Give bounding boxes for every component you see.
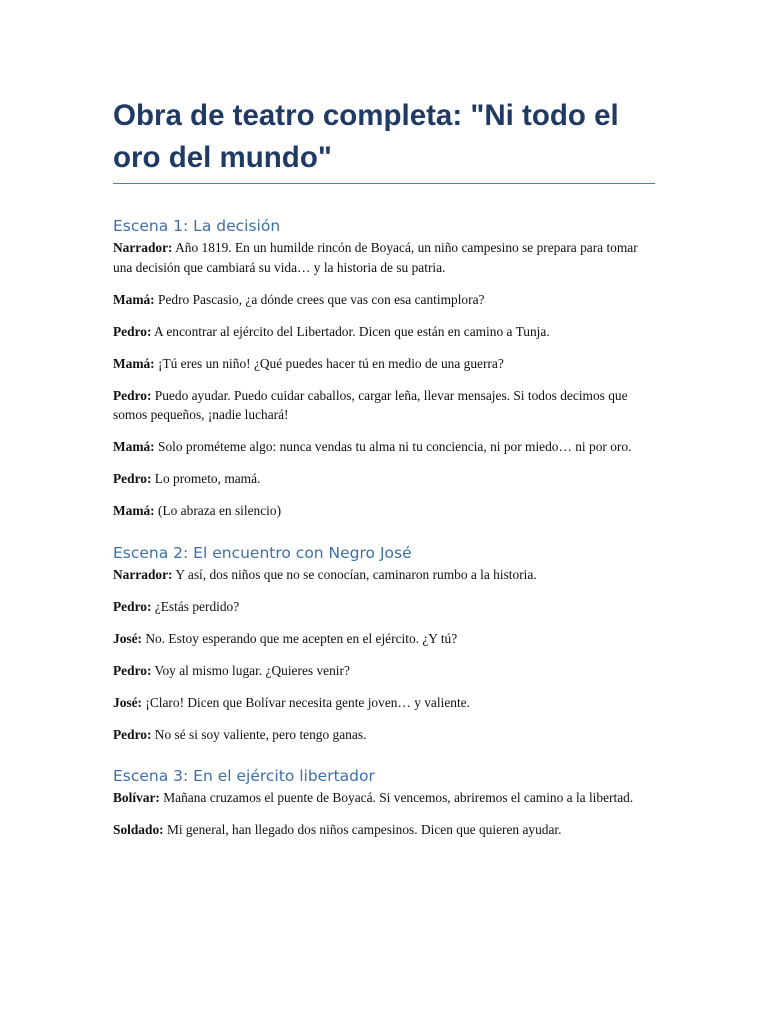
dialogue-line xyxy=(113,290,648,310)
speaker-name: Pedro: xyxy=(113,387,152,403)
dialogue-text: A encontrar al ejército del Libertador. Dicen que están en camino a Tunja. xyxy=(151,323,550,339)
scene-heading: Escena 1: La decisión xyxy=(113,217,281,235)
dialogue-text: Año 1819. En un humilde rincón de Boyacá, un niño campesino se prepara para tomar una decisión que cambiará su vida… y la historia de su patria. xyxy=(113,240,638,275)
dialogue-line xyxy=(113,501,648,521)
speaker-name: Mamá: xyxy=(113,503,155,518)
dialogue-line xyxy=(113,693,648,713)
dialogue-text: No sé si soy valiente, pero tengo ganas. xyxy=(151,726,367,742)
scene-heading: Escena 2: El encuentro con Negro José xyxy=(113,543,412,562)
speaker-name: Pedro: xyxy=(113,726,152,742)
dialogue-line xyxy=(113,788,648,808)
dialogue-line xyxy=(113,565,648,585)
dialogue-line xyxy=(113,469,648,489)
dialogue-text: ¿Estás perdido? xyxy=(151,598,240,614)
dialogue-text: Mañana cruzamos el puente de Boyacá. Si vencemos, abriremos el camino a la libertad. xyxy=(159,790,634,805)
dialogue-text: Lo prometo, mamá. xyxy=(151,471,261,486)
dialogue-text: ¡Tú eres un niño! ¿Qué puedes hacer tú en medio de una guerra? xyxy=(154,355,504,371)
dialogue-line xyxy=(113,322,648,342)
dialogue-text: Pedro Pascasio, ¿a dónde crees que vas con esa cantimplora? xyxy=(154,291,485,307)
speaker-name: Soldado: xyxy=(113,822,164,837)
speaker-name: Mamá: xyxy=(113,355,155,371)
speaker-name: Pedro: xyxy=(113,471,152,486)
dialogue-line xyxy=(113,597,648,617)
dialogue-text: Solo prométeme algo: nunca vendas tu alma ni tu conciencia, ni por miedo… ni por oro. xyxy=(154,439,632,454)
dialogue-text: Puedo ayudar. Puedo cuidar caballos, cargar leña, llevar mensajes. Si todos decimos que somos pequeños, ¡nadie luchará! xyxy=(113,387,628,422)
dialogue-text: No. Estoy esperando que me acepten en el ejército. ¿Y tú? xyxy=(142,630,458,646)
dialogue-line xyxy=(113,725,648,745)
speaker-name: Pedro: xyxy=(113,662,152,678)
document-title: Obra de teatro completa: "Ni todo el oro del mundo" xyxy=(113,95,655,184)
speaker-name: José: xyxy=(113,630,143,646)
speaker-name: Narrador: xyxy=(113,240,173,255)
scene-1 xyxy=(113,216,655,521)
speaker-name: Pedro: xyxy=(113,598,152,614)
speaker-name: Pedro: xyxy=(113,323,152,339)
speaker-name: Narrador: xyxy=(113,566,173,582)
speaker-name: José: xyxy=(113,694,143,710)
dialogue-text: Y así, dos niños que no se conocían, caminaron rumbo a la historia. xyxy=(172,566,537,582)
scene-2 xyxy=(113,543,655,745)
dialogue-line xyxy=(113,437,648,457)
dialogue-line xyxy=(113,820,648,840)
dialogue-text: ¡Claro! Dicen que Bolívar necesita gente joven… y valiente. xyxy=(142,694,470,710)
dialogue-line xyxy=(113,386,648,425)
dialogue-text: (Lo abraza en silencio) xyxy=(154,503,282,518)
dialogue-line xyxy=(113,354,648,374)
dialogue-text: Mi general, han llegado dos niños campesinos. Dicen que quieren ayudar. xyxy=(163,822,562,837)
dialogue-line xyxy=(113,238,648,277)
scene-heading: Escena 3: En el ejército libertador xyxy=(113,767,375,785)
dialogue-text: Voy al mismo lugar. ¿Quieres venir? xyxy=(151,662,350,678)
dialogue-line xyxy=(113,661,648,681)
scene-3 xyxy=(113,766,655,840)
speaker-name: Mamá: xyxy=(113,291,155,307)
speaker-name: Bolívar: xyxy=(113,790,160,805)
dialogue-line xyxy=(113,629,648,649)
speaker-name: Mamá: xyxy=(113,439,155,454)
